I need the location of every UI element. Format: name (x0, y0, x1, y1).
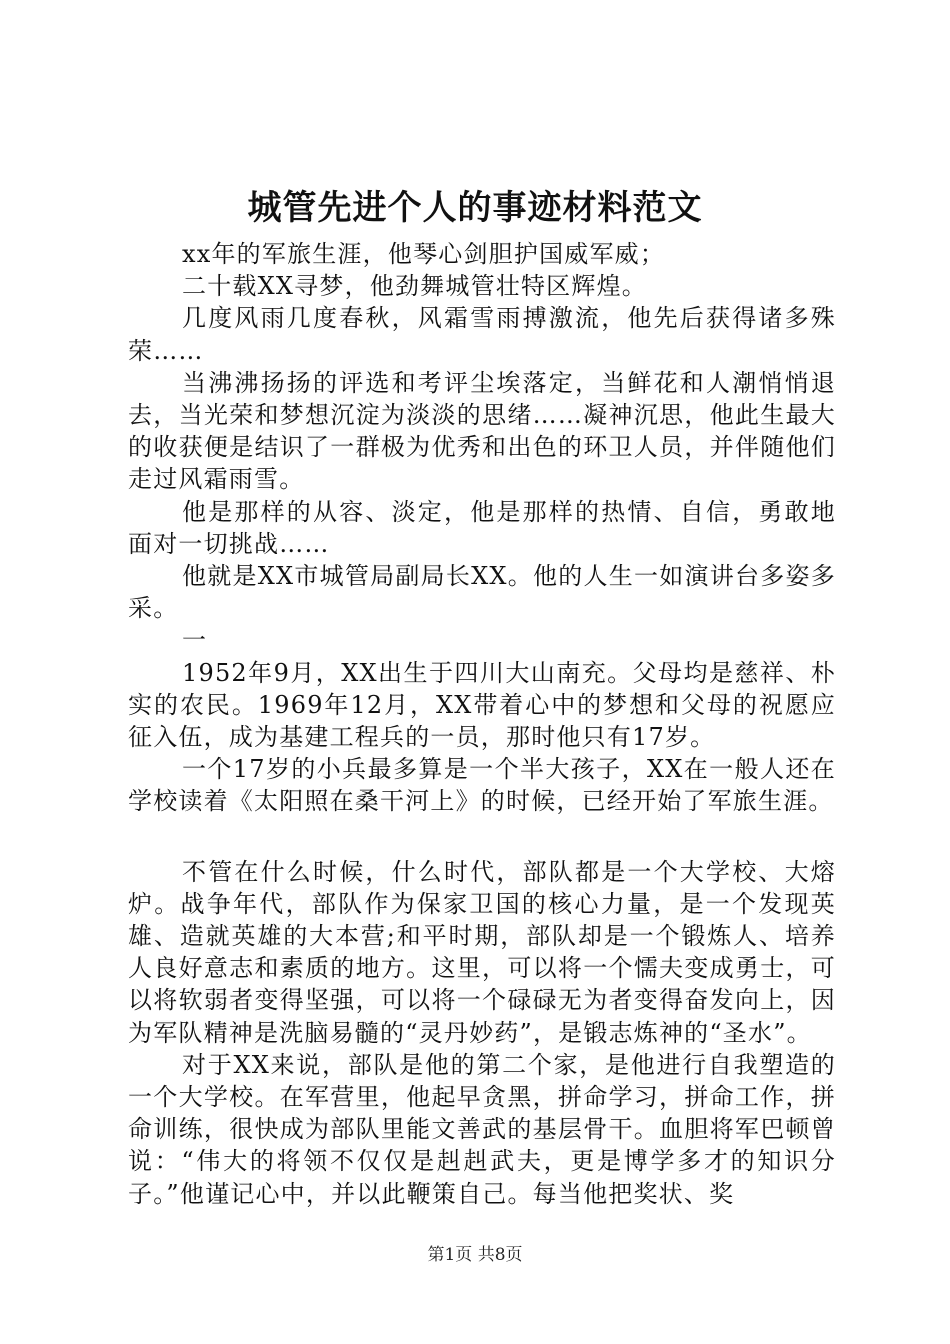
paragraph: 几度风雨几度春秋，风霜雪雨搏激流，他先后获得诸多殊荣…… (128, 304, 836, 365)
paragraph: 对于XX来说，部队是他的第二个家，是他进行自我塑造的一个大学校。在军营里，他起早贪黑，拼命学习，拼命工作，拼命训练，很快成为部队里能文善武的基层骨干。血胆将军巴顿曾说：“伟大的将领不仅仅是赳赳武夫，更是博学多才的知识分子。”他谨记心中，并以此鞭策自己。每当他把奖状、奖 (128, 1050, 836, 1208)
paragraph: 二十载XX寻梦，他劲舞城管壮特区辉煌。 (182, 272, 647, 301)
paragraph: xx年的军旅生涯，他琴心剑胆护国威军威； (182, 240, 666, 268)
paragraph: 一个17岁的小兵最多算是一个半大孩子，XX在一般人还在学校读着《太阳照在桑干河上》的时候，已经开始了军旅生涯。 (128, 755, 836, 816)
paragraph: 当沸沸扬扬的评选和考评尘埃落定，当鲜花和人潮悄悄退去，当光荣和梦想沉淀为淡淡的思绪……凝神沉思，他此生最大的收获便是结识了一群极为优秀和出色的环卫人员，并伴随他们走过风霜雨雪。 (128, 368, 836, 494)
paragraph: 他就是XX市城管局副局长XX。他的人生一如演讲台多姿多采。 (128, 562, 836, 623)
paragraph: 1952年9月，XX出生于四川大山南充。父母均是慈祥、朴实的农民。1969年12月，XX带着心中的梦想和父母的祝愿应征入伍，成为基建工程兵的一员，那时他只有17岁。 (128, 658, 836, 752)
paragraph: 他是那样的从容、淡定，他是那样的热情、自信，勇敢地面对一切挑战…… (128, 497, 836, 558)
paragraph: 不管在什么时候，什么时代，部队都是一个大学校、大熔炉。战争年代，部队作为保家卫国的核心力量，是一个发现英雄、造就英雄的大本营;和平时期，部队却是一个锻炼人、培养人良好意志和素质的地方。这里，可以将一个懦夫变成勇士，可以将软弱者变得坚强，可以将一个碌碌无为者变得奋发向上，因为军队精神是洗脑易髓的“灵丹妙药”，是锻志炼神的“圣水”。 (128, 857, 836, 1047)
document-body (128, 238, 836, 1210)
page-number: 第1页 共8页 (427, 1245, 523, 1265)
document-title: 城管先进个人的事迹材料范文 (247, 188, 703, 228)
section-heading: 一 (182, 626, 208, 655)
